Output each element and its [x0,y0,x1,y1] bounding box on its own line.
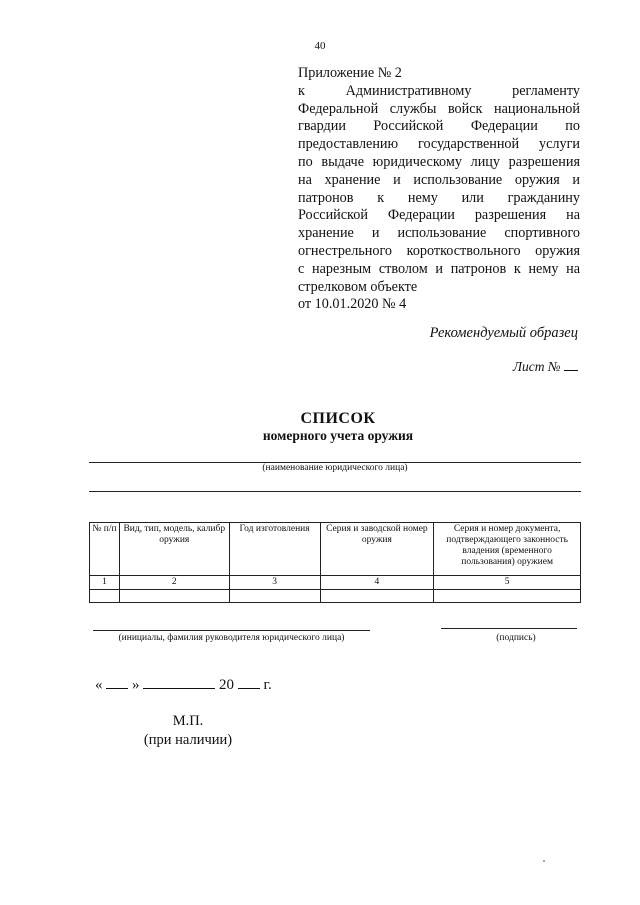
year-prefix: 20 [219,677,234,693]
column-number-cell: 2 [119,576,229,590]
signature-caption: (подпись) [496,633,536,643]
document-subtitle: номерного учета оружия [262,428,414,443]
org-name-line-2[interactable] [89,491,581,492]
appendix-line: патронов к нему или гражданину [298,189,580,206]
appendix-line: Федеральной службы войск национальной [298,100,580,117]
empty-cell[interactable] [119,590,229,603]
head-name-line[interactable] [93,630,370,631]
page-number: 40 [314,40,326,52]
signature-line[interactable] [441,628,577,629]
col-document-header: Серия и номер документа, подтверждающего законность владения (временного пользования) оружием [434,523,581,576]
year-blank[interactable] [238,674,260,689]
empty-cell[interactable] [90,590,120,603]
col-number-header: № п/п [90,523,120,576]
empty-cell[interactable] [229,590,320,603]
appendix-line: на хранение и использование оружия и [298,171,580,188]
appendix-line: с нарезным стволом и патронов к нему на [298,260,580,277]
sheet-number-blank[interactable] [564,358,578,371]
sample-note: Рекомендуемый образец [429,325,578,341]
column-numbers-row [90,576,581,590]
scan-speck [543,860,545,862]
sheet-number [513,358,578,375]
column-number-cell: 4 [320,576,434,590]
org-name-caption: (наименование юридического лица) [262,463,408,473]
appendix-line: огнестрельного короткоствольного оружия [298,242,580,259]
close-quote: » [132,677,140,693]
document-title: СПИСОК [300,410,376,427]
sheet-number-label: Лист № [512,359,561,374]
appendix-line: к Административному регламенту [298,82,580,99]
col-year-header: Год изготовления [229,523,320,576]
stamp-mp: М.П. [172,713,204,729]
open-quote: « [95,677,103,693]
column-number-cell: 1 [90,576,120,590]
stamp-block [0,712,376,750]
day-blank[interactable] [106,674,128,689]
stamp-note: (при наличии) [143,732,233,748]
appendix-line: по выдаче юридическому лицу разрешения [298,153,580,170]
empty-cell[interactable] [320,590,434,603]
year-suffix: г. [263,677,272,693]
appendix-line: хранение и использование спортивного [298,225,580,242]
appendix-title: Приложение № 2 [298,65,402,81]
appendix-line: Российской Федерации разрешения на [298,207,580,224]
table-row [90,590,581,603]
column-number-cell: 5 [434,576,581,590]
appendix-line: стрелковом объекте [298,278,418,295]
column-number-cell: 3 [229,576,320,590]
table-header-row [90,523,581,576]
appendix-date: от 10.01.2020 № 4 [298,296,407,313]
col-weapon-type-header: Вид, тип, модель, калибр оружия [119,523,229,576]
appendix-line: предоставлению государственной услуги [298,136,580,153]
appendix-block [298,65,580,314]
appendix-line: гвардии Российской Федерации по [298,118,580,135]
head-name-caption: (инициалы, фамилия руководителя юридического лица) [118,633,345,643]
col-serial-header: Серия и заводской номер оружия [320,523,434,576]
weapons-table [89,522,581,603]
date-line [95,674,272,694]
empty-cell[interactable] [434,590,581,603]
month-blank[interactable] [143,674,215,689]
